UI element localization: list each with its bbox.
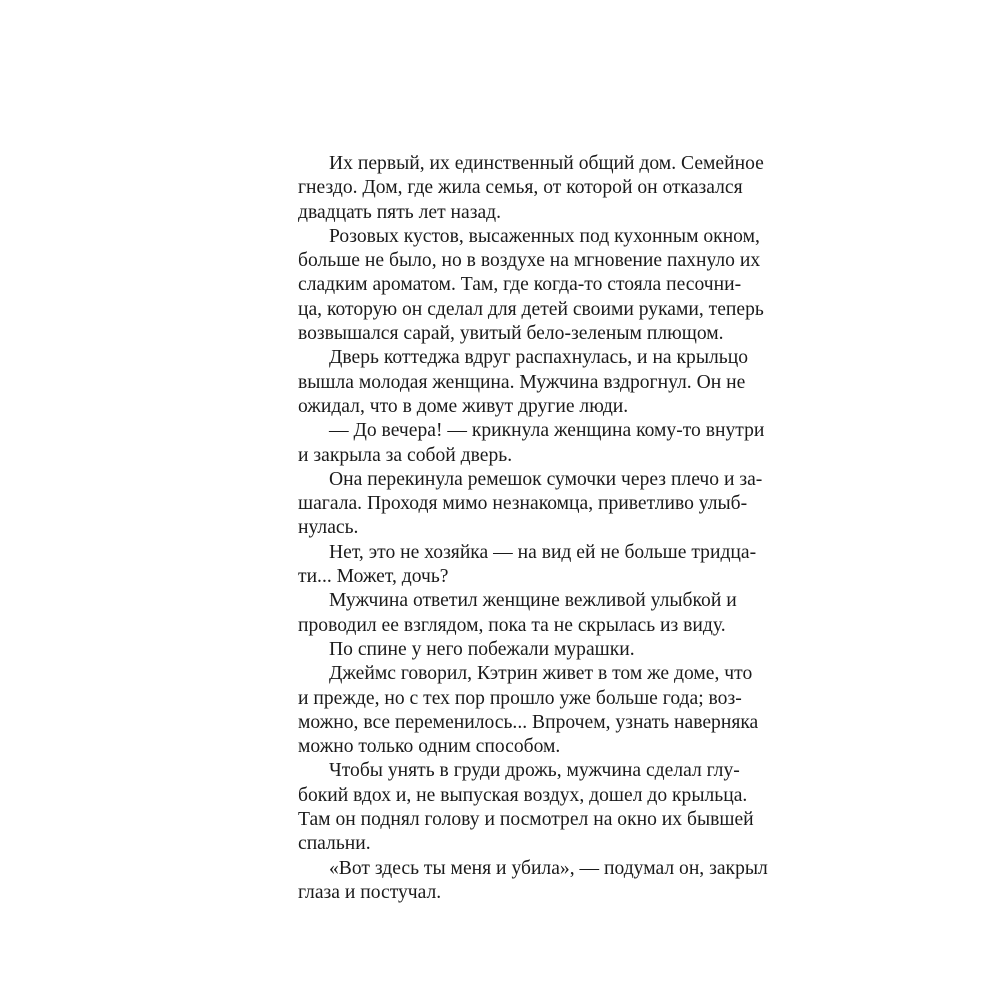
- text-line: Их первый, их единственный общий дом. Семейное: [329, 153, 764, 174]
- paragraph-2: [267, 225, 764, 346]
- text-line: возвышался сарай, увитый бело-зеленым плющом.: [298, 323, 724, 345]
- book-page-text: [267, 152, 768, 905]
- text-line: проводил ее взглядом, пока та не скрылась из виду.: [298, 614, 726, 636]
- text-line: можно только одним способом.: [298, 736, 561, 758]
- paragraph-5: [267, 468, 763, 541]
- text-line: бокий вдох и, не выпуская воздух, дошел до крыльца.: [298, 784, 748, 806]
- text-line: двадцать пять лет назад.: [298, 201, 502, 223]
- text-line: Дверь коттеджа вдруг распахнулась, и на крыльцо: [329, 347, 748, 369]
- paragraph-7: [267, 589, 737, 638]
- paragraph-3: [267, 346, 748, 419]
- paragraph-9: [267, 662, 759, 759]
- text-line: спальни.: [298, 833, 371, 855]
- paragraph-6: [267, 541, 757, 590]
- text-line: ца, которую он сделал для детей своими руками, теперь: [298, 298, 764, 320]
- text-line: «Вот здесь ты меня и убила», — подумал он, закрыл: [329, 857, 768, 879]
- text-line: сладким ароматом. Там, где когда-то стояла песочни-: [298, 274, 742, 296]
- text-line: Джеймс говорил, Кэтрин живет в том же доме, что: [329, 663, 753, 685]
- text-line: — До вечера! — крикнула женщина кому-то внутри: [329, 420, 765, 442]
- paragraph-8: [267, 638, 733, 662]
- paragraph-4: [267, 419, 765, 468]
- text-line: шагала. Проходя мимо незнакомца, приветливо улыб-: [298, 493, 748, 515]
- paragraph-10: [267, 759, 754, 856]
- text-line: больше не было, но в воздухе на мгновение пахнуло их: [298, 250, 761, 272]
- text-line: нулась.: [298, 517, 359, 539]
- text-line: глаза и постучал.: [298, 881, 442, 903]
- text-line: Нет, это не хозяйка — на вид ей не больше тридца-: [329, 541, 757, 563]
- text-line: Чтобы унять в груди дрожь, мужчина сделал глу-: [329, 760, 740, 782]
- text-line: Розовых кустов, высаженных под кухонным окном,: [329, 225, 760, 247]
- text-line: По спине у него побежали мурашки.: [329, 638, 635, 660]
- paragraph-11: [267, 857, 768, 906]
- text-line: и закрыла за собой дверь.: [298, 444, 513, 466]
- paragraph-1: [267, 152, 764, 225]
- text-line: гнездо. Дом, где жила семья, от которой он отказался: [298, 177, 743, 199]
- text-line: можно, все переменилось... Впрочем, узнать наверняка: [298, 711, 759, 733]
- text-line: Она перекинула ремешок сумочки через плечо и за-: [329, 468, 763, 490]
- text-line: вышла молодая женщина. Мужчина вздрогнул. Он не: [298, 371, 746, 393]
- text-line: ти... Может, дочь?: [298, 566, 449, 588]
- text-line: Мужчина ответил женщине вежливой улыбкой и: [329, 590, 737, 612]
- text-line: и прежде, но с тех пор прошло уже больше года; воз-: [298, 687, 742, 709]
- text-line: ожидал, что в доме живут другие люди.: [298, 395, 629, 417]
- text-line: Там он поднял голову и посмотрел на окно их бывшей: [298, 809, 754, 831]
